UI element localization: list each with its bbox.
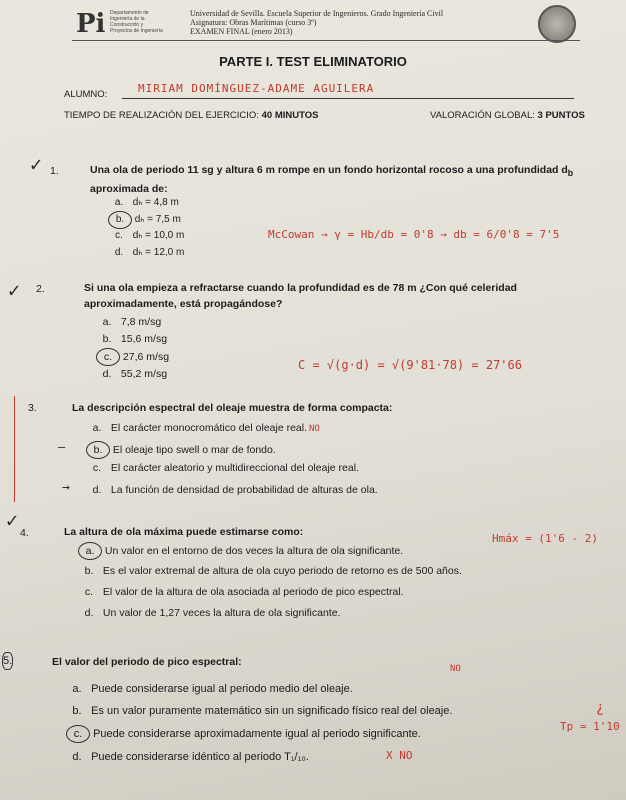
question-number: 5. — [2, 652, 13, 670]
question-number: 2. — [36, 283, 45, 295]
check-mark-icon: ✓ — [6, 508, 19, 532]
option-c[interactable]: c. 27,6 m/sg — [96, 348, 169, 366]
option-d[interactable]: d. 55,2 m/sg — [102, 368, 168, 380]
question-stem: Una ola de periodo 11 sg y altura 6 m rompe en un fondo horizontal rocoso a una profundidad $d_b$ — [90, 164, 574, 179]
selected-answer-mark: c. — [66, 725, 90, 743]
option-d[interactable]: d. Puede considerarse idéntico al periodo T₁/₁₀. — [72, 751, 309, 763]
handwritten-note: X NO — [386, 749, 413, 762]
option-a[interactable]: a. Un valor en el entorno de dos veces la altura de ola significante. — [78, 542, 403, 560]
option-c[interactable]: c. El carácter aleatorio y multidireccional del oleaje real. — [92, 462, 359, 474]
selected-answer-mark: c. — [96, 348, 120, 366]
time-info: TIEMPO DE REALIZACIÓN DEL EJERCICIO: 40 MINUTOS — [64, 110, 319, 121]
dash-mark-icon: — — [58, 440, 66, 454]
option-b[interactable]: b. Es el valor extremal de altura de ola cuyo periodo de retorno es de 500 años. — [84, 565, 462, 577]
logo-caption: Departamento de Ingeniería de la Construcción y Proyectos de Ingeniería — [110, 10, 163, 34]
option-d[interactable]: d. dₕ = 12,0 m — [114, 247, 185, 258]
arrow-right-icon: → — [62, 480, 70, 495]
option-c[interactable]: c. dₕ = 10,0 m — [115, 230, 185, 241]
option-a[interactable]: a. El carácter monocromático del oleaje real. NO — [92, 422, 320, 434]
question-number: 1. — [50, 165, 59, 177]
option-a[interactable]: a. dₕ = 4,8 m — [114, 197, 179, 208]
student-name-line — [122, 98, 574, 99]
option-b[interactable]: b. 15,6 m/sg — [102, 333, 168, 345]
handwritten-calculation: C = √(g·d) = √(9'81·78) = 27'66 — [298, 358, 522, 372]
check-mark-icon: ✓ — [8, 278, 21, 302]
handwritten-note: NO — [309, 424, 320, 434]
header-divider — [72, 40, 580, 41]
selected-answer-mark: b. — [108, 211, 132, 229]
option-a[interactable]: a. 7,8 m/sg — [102, 316, 162, 328]
option-d[interactable]: d. Un valor de 1,27 veces la altura de ola significante. — [84, 607, 341, 619]
question-number: 3. — [28, 402, 37, 414]
page-title: PARTE I. TEST ELIMINATORIO — [219, 54, 407, 69]
handwritten-note: Hmáx = (1'6 - 2) — [492, 532, 598, 545]
option-a[interactable]: a. Puede considerarse igual al periodo medio del oleaje. — [72, 683, 353, 695]
option-b[interactable]: b. dₕ = 7,5 m — [108, 211, 181, 229]
selected-answer-mark: a. — [78, 542, 102, 560]
question-stem: El valor del periodo de pico espectral: — [52, 656, 242, 668]
student-label: ALUMNO: — [64, 89, 108, 100]
option-b[interactable]: b. El oleaje tipo swell o mar de fondo. — [86, 441, 276, 459]
institution-header: Universidad de Sevilla. Escuela Superior de Ingenieros. Grado Ingeniería Civil Asignatura: Obras Marítimas (curso 3º) EXAMEN FINAL (enero 2013) — [190, 9, 444, 36]
question-stem: La altura de ola máxima puede estimarse como: — [64, 526, 304, 538]
student-handwritten-name: MIRIAM DOMÍNGUEZ-ADAME AGUILERA — [138, 82, 375, 95]
handwritten-note: Tp ≃ 1'10 — [560, 720, 620, 733]
score-info: VALORACIÓN GLOBAL: 3 PUNTOS — [430, 110, 585, 121]
question-stem: La descripción espectral del oleaje muestra de forma compacta: — [72, 402, 393, 414]
handwritten-note: ¿ — [596, 700, 605, 716]
selected-answer-mark: b. — [86, 441, 110, 459]
question-stem: Si una ola empieza a refractarse cuando la profundidad es de 78 m ¿Con qué celeridad — [84, 282, 517, 294]
university-seal-icon — [538, 5, 576, 43]
logo-mark: Pi — [76, 9, 106, 39]
option-c[interactable]: c. Puede considerarse aproximadamente igual al periodo significante. — [66, 725, 421, 743]
handwritten-note: NO — [450, 664, 461, 674]
department-logo — [76, 8, 180, 40]
check-mark-icon: ✓ — [30, 152, 43, 176]
margin-bracket — [14, 396, 25, 502]
handwritten-calculation: McCowan → γ = Hb/db = 0'8 → db = 6/0'8 = 7'5 — [268, 228, 560, 241]
option-b[interactable]: b. Es un valor puramente matemático sin un significado físico real del oleaje. — [72, 705, 453, 717]
question-number: 4. — [20, 527, 29, 539]
option-c[interactable]: c. El valor de la altura de ola asociada al periodo de pico espectral. — [84, 586, 404, 598]
option-d[interactable]: d. La función de densidad de probabilidad de alturas de ola. — [92, 484, 378, 496]
exam-sheet: Pi Departamento de Ingeniería de la Construcción y Proyectos de Ingeniería Universidad de Sevilla. Escuela Superior de Ingenieros. Grado Ingeniería Civil Asignatura: Obras Marítimas (curso 3º) EXAMEN FINAL (enero 2013) PARTE I. TEST ELIMINATORIO ALUMNO: MIRIAM DOMÍNGUEZ-ADAME AGUILERA TIEMPO DE REALIZACIÓN DEL EJERCICIO: 40 MINUTOS VALORACIÓN GLOBAL: 3 PUNTOS ✓ 1. Una ola de periodo 11 sg y altura 6 m rompe en un fondo horizontal rocoso a una profundidad $d_b$ aproximada de: a. dₕ = 4,8 m b. dₕ = 7,5 m c. dₕ = 10,0 m d. dₕ = 12,0 m McCowan → γ = Hb/db = 0'8 → db = 6/0'8 = 7'5 ✓ 2. Si una ola empieza a refractarse cuando la profundidad es de 78 m ¿Con qué celeridad aproximadamente, está propagándose? a. 7,8 m/sg b. 15,6 m/sg c. 27,6 m/sg d. 55,2 m/sg C = √(g·d) = √(9'81·78) = 27'66 3. La descripción espectral del oleaje muestra de forma compacta: a. El carácter monocromático del oleaje real. NO — b. El oleaje tipo swell o mar de fondo. c. El carácter aleatorio y multidireccional del oleaje real. → d. La función de densidad de probabilidad de alturas de ola. ✓ 4. La altura de ola máxima puede estimarse como: a. Un valor en el entorno de dos veces la altura de ola significante. b. Es el valor extremal de altura de ola cuyo periodo de retorno es de 500 años. c. El valor de la altura de ola asociada al periodo de pico espectral. d. Un valor de 1,27 veces la altura de ola significante. Hmáx = (1'6 - 2) 5. El valor del periodo de pico espectral: a. Puede considerarse igual al periodo medio del oleaje. NO b. Es un valor puramente matemático sin un significado físico real del oleaje. ¿ c. Puede considerarse aproximadamente igual al periodo significante. Tp ≃ 1'10 d. Puede considerarse idéntico al periodo T₁/₁₀. X NO — [0, 0, 626, 800]
